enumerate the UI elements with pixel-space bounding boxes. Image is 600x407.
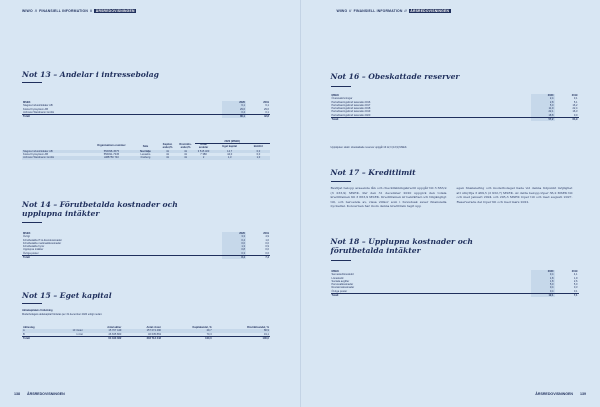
col-header: MSEK — [331, 270, 339, 273]
note16-footnote: Uppskjuten skatt i obeskattade reserver uppgår till 12,3 (13,9) MSEK. — [330, 146, 408, 149]
table-row: Revisionskostnader 0,4 0,3 — [331, 286, 578, 290]
current-section-label: ÅRSREDOVISNINGEN — [410, 9, 450, 13]
note17-text-col1: Beviljat belopp avseende lån och checkräkningskredit uppgår till 3 663,9 (3 233,9) MSEK. Per den 31 december 2020 uppgick den totala kreditramen till 3 663,9 MSEK. Kreditramen är bekräftad och tillgängligt till, och beroende av, vissa villkor som i huvudsak avser finansiella nyckeltal. Koncernen har inom denna kreditram tagit upp — [330, 186, 447, 209]
table-row: Personalkostnader 5,0 5,0 — [331, 283, 578, 287]
section-label: FINANSIELL INFORMATION — [39, 9, 88, 13]
col-header: 2019 — [571, 270, 578, 273]
table-row: B 1 röst 46 635 863 46 635 863 70,3 19,1 — [23, 332, 269, 336]
note18-table — [331, 270, 579, 297]
col-header: MSEK — [23, 232, 31, 235]
table-row: Förutbetalda hyror 1,3 0,9 — [23, 245, 269, 249]
table-row: Periodiseringsfond taxerade 2017 5,0 16,2 — [331, 103, 578, 107]
table-total-row: Totalt 12,1 7,1 — [331, 294, 578, 298]
note15-title: Not 15 – Eget kapital — [22, 291, 112, 300]
note15-table — [22, 326, 270, 340]
brand-label: WIWO — [22, 9, 33, 13]
table-row: Periodiseringsfond taxerade 2018 11,9 22,4 — [331, 107, 578, 111]
table-row: Förutbetalda IT-&-licenskostnader 0,4 1,0 — [23, 238, 269, 242]
table-row: Förutbetalda marknadskostnader 0,0 0,0 — [23, 241, 269, 245]
note18-rule — [331, 260, 351, 261]
table-row: Kosta Kryosystem AB 556491-7345 Lessebo 41 41 7 380 44,0 0,0 — [23, 153, 261, 157]
note17-rule — [331, 181, 351, 182]
col-header: MSEK — [331, 94, 339, 97]
table-row: Överavskrivningar 2,4 3,1 — [331, 97, 578, 101]
table-row: Sociala avgifter 1,8 2,6 — [331, 279, 578, 283]
note13-title: Not 13 – Andelar i intressebolag — [22, 70, 159, 79]
col-header: Rösträttsandel, % — [247, 326, 269, 329]
note17-title: Not 17 – Kreditlimit — [330, 168, 416, 177]
table-row: Löneskuld 1,8 1,9 — [331, 276, 578, 280]
table-row: Periodiseringsfond taxerade 2019 22,1 16,3 — [331, 110, 578, 114]
table-row: Övriga poster 0,3 0,6 — [23, 251, 269, 255]
note18-title: Not 18 – Upplupna kostnader och förutbetalda intäkter — [330, 237, 473, 256]
note16-title: Not 16 – Obeskattade reserver — [330, 72, 460, 81]
note14-rule — [22, 222, 42, 223]
table-row: Semesterlöneskuld 3,4 4,1 — [331, 273, 578, 277]
col-header: Antal andelar — [198, 143, 209, 150]
table-row: Övrigt 3,3 4,9 — [23, 235, 269, 239]
col-header: Eget kapital — [222, 145, 237, 149]
col-header: 2019 — [263, 101, 269, 104]
note14-table — [22, 232, 270, 259]
col-header: Säte — [142, 145, 149, 149]
group-header: 2020 (MSEK) — [195, 140, 270, 144]
note15-subtext: Moderbolagets aktiekapital fördelas per 31 december 2020 enligt nedan: — [22, 313, 103, 316]
table-row: Johnson Weidmann GmbH HRB750 740 Freiberg 41 41 2 1,3 1,0 — [22, 156, 270, 159]
note14-title: Not 14 – Förutbetalda kostnader och upplupna intäkter — [22, 200, 178, 219]
note16-table — [331, 94, 579, 121]
col-header: 2020 — [222, 101, 246, 104]
table-row: Slagsta Industrilokaler AB 6,1 6,1 — [23, 104, 269, 108]
section-label: FINANSIELL INFORMATION — [353, 9, 403, 13]
col-header: Bokfört — [253, 145, 263, 149]
page-number: 138 — [14, 392, 20, 396]
table-row: Övriga poster 0,4 0,1 — [331, 289, 578, 293]
note16-rule — [331, 86, 351, 87]
col-header: Kapitalandel, % — [192, 326, 212, 329]
col-header: Aktieslag — [23, 326, 35, 329]
table-total-row: Totalt 64 343 362 203 713 443 100,0 100,0 — [23, 336, 269, 340]
note15-rule — [22, 303, 42, 304]
table-row: Periodiseringsfond taxerade 2020 18,8 0,0 — [331, 113, 578, 117]
page-number: 139 — [580, 392, 586, 396]
col-header: Rösträtts-andel,% — [179, 143, 192, 149]
brand-label: WIWO — [336, 9, 348, 13]
table-row: A 10 röster 15 707 449 157 074 490 29,7 80,9 — [23, 329, 269, 333]
col-header: 2020 — [222, 232, 246, 235]
page-header: WIWO // FINANSIELL INFORMATION // ÅRSREDOVISNINGEN — [22, 9, 135, 13]
table-row: Upplupna intäkter 0,8 0,0 — [23, 248, 269, 252]
col-header: 2020 — [531, 94, 555, 97]
col-header: 2019 — [263, 232, 269, 235]
note15-subtitle: Aktiekapitalets fördelning — [22, 309, 53, 312]
col-header: 2019 — [571, 94, 578, 97]
note17-text-col2: egen finansiering och moderbolaget hade vid denna tidpunkt möjlighet att utnyttja 3 469,5 (2 932,7) MSEK. Av detta belopp löper 36,2 MSEK till och med januari 2024 och 295,3 MSEK löper till och med augusti 2027. Reserverade del löper till och med mars 2022. — [456, 186, 573, 204]
table-total-row: Totalt 57,2 64,9 — [331, 118, 578, 122]
col-header: Antal aktier — [107, 326, 122, 329]
right-page — [301, 0, 600, 407]
col-header: Antal röster — [146, 326, 161, 329]
col-header: 2020 — [531, 270, 555, 273]
col-header: Kapital-andel,% — [162, 143, 173, 149]
note13-rule — [22, 82, 42, 83]
footer-title: ÅRSREDOVISNINGEN — [27, 392, 65, 396]
note13-table — [22, 101, 270, 118]
table-row: Kosta Kryosystem AB 29,6 29,6 — [23, 107, 269, 111]
table-total-row: Totalt 36,1 42,8 — [23, 115, 269, 119]
table-row: Johnson Weidmann GmbH 0,4 0,1 — [23, 110, 269, 114]
table-total-row: Totalt 8,4 7,4 — [23, 256, 269, 260]
col-header: MSEK — [23, 101, 31, 104]
page-header: WIWO // FINANSIELL INFORMATION // ÅRSREDOVISNINGEN — [336, 9, 450, 13]
note13-ownership-table — [22, 140, 270, 160]
col-header: Organisations-nummer — [97, 144, 126, 148]
table-row: Periodiseringsfond taxerade 2016 2,8 5,1 — [331, 100, 578, 104]
footer-title: ÅRSREDOVISNINGEN — [535, 392, 573, 396]
page-footer — [535, 392, 586, 396]
page-footer — [14, 392, 65, 396]
current-section-label: ÅRSREDOVISNINGEN — [95, 9, 135, 13]
table-row: Slagsta Industrilokaler AB 556098-4575 Norrtälje 41 41 3 515 323 14,7 0,0 — [22, 150, 270, 153]
